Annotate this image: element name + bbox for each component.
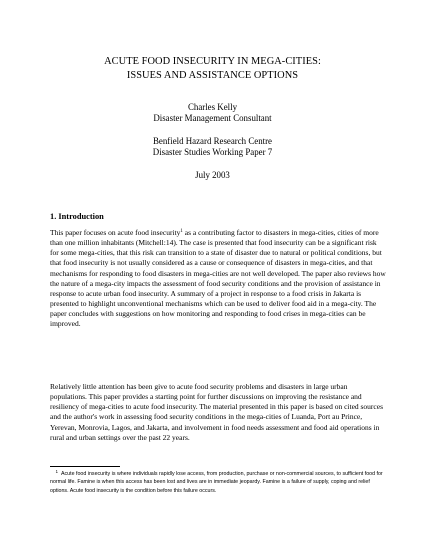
- author-role: Disaster Management Consultant: [153, 113, 272, 123]
- introduction-paragraph-2: Relatively little attention has been give to acute food security problems and disasters in large urban populations. This paper provides a starting point for further discussions on improving the resistance and resiliency of mega-cities to acute food insecurity. The material presented in this paper is based on cited sources and the author's work in assessing food security conditions in the mega-cities of Luanda, Port au Prince, Yerevan, Monrovia, Lagos, and Jakarta, and involvement in food needs assessment and food aid operations in rural and urban settings over the past 22 years.: [50, 382, 384, 442]
- publication-date: July 2003: [195, 170, 230, 180]
- author-name: Charles Kelly: [187, 102, 238, 112]
- introduction-paragraph-1: [50, 228, 386, 330]
- paragraph-text-before-ref: This paper focuses on acute food insecurity: [50, 228, 181, 237]
- paper-title-line-2: ISSUES AND ASSISTANCE OPTIONS: [126, 70, 299, 81]
- paragraph-text-after-ref: as a contributing factor to disasters in mega-cities, cities of more than one million inhabitants (Mitchell:14). The case is presented that food insecurity can be a significant risk for some mega-cities, that this risk can transition to a state of disaster due to natural or political conditions, but that food insecurity is not usually considered as a cause or consequence of disasters in mega-cities, and that mechanisms for responding to food disasters in mega-cities are not well developed. The paper also reviews how the nature of a mega-city impacts the assessment of food security conditions and the provision of assistance in response to acute urban food insecurity. A summary of a project in response to a food crisis in Jakarta is presented to highlight unconventional mechanisms which can be used to deliver food aid in a mega-city. The paper concludes with suggestions on how monitoring and responding to food crises in mega-cities can be improved.: [50, 228, 386, 329]
- working-paper-series: Disaster Studies Working Paper 7: [152, 147, 273, 157]
- organization: Benfield Hazard Research Centre: [152, 136, 272, 146]
- paper-title-line-1: ACUTE FOOD INSECURITY IN MEGA-CITIES:: [104, 56, 321, 67]
- footnote-text: Acute food insecurity is where individuals rapidly lose access, from production, purchase or non-commercial sources, to sufficient food for normal life. Famine is when this access has been lost and lives are in immediate jeopardy. Famine is a failure of supply, coping and relief options. Acute food insecurity is the condition before this failure occurs.: [50, 471, 383, 494]
- footnote-1: 1 Acute food insecurity is where individuals rapidly lose access, from production, purchase or non-commercial sources, to sufficient food for normal life. Famine is when this access has been lost and lives are in immediate jeopardy. Famine is a failure of supply, coping and relief options. Acute food insecurity is the condition before this failure occurs.: [50, 469, 383, 494]
- footnote-reference[interactable]: 1: [180, 229, 183, 234]
- section-heading-introduction: 1. Introduction: [50, 212, 104, 221]
- footnote-separator: [50, 466, 120, 467]
